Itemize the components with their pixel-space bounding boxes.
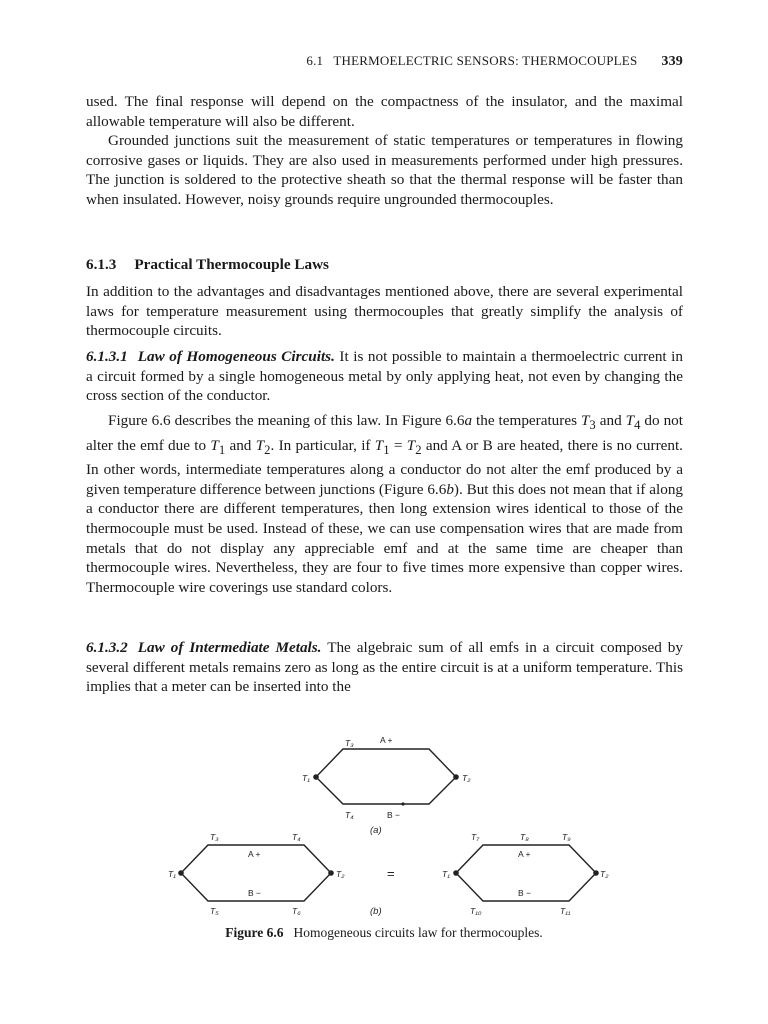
- label-t3: T₃: [210, 832, 219, 842]
- label-a-plus: A +: [248, 849, 261, 859]
- label-t6: T₆: [292, 906, 301, 916]
- paragraph-2-text: Grounded junctions suit the measurement of static temperatures or temperatures in flowing corrosive gases or liquids. They are also used in measurements performed under high pressures. The junction is soldered to the protective sheath so that the thermal response will be faster than when insulated. However, noisy grounds require ungrounded thermocouples.: [86, 132, 683, 208]
- junction-dot: [593, 870, 599, 876]
- label-t1: T₁: [442, 869, 450, 879]
- junction-dot: [401, 802, 404, 805]
- paragraph-5: [86, 411, 683, 597]
- running-title: 6.1 THERMOELECTRIC SENSORS: THERMOCOUPLES: [306, 53, 638, 68]
- section-number: 6.1.3: [86, 256, 117, 273]
- figure-6-6: [0, 730, 768, 950]
- subsection-title: Law of Homogeneous Circuits.: [137, 348, 335, 365]
- subsection-title: Law of Intermediate Metals.: [137, 639, 322, 656]
- section-title: Practical Thermocouple Laws: [134, 256, 329, 273]
- label-t1: T₁: [302, 773, 310, 783]
- subsection-number: 6.1.3.1: [86, 348, 128, 365]
- paragraph-2: [86, 131, 683, 209]
- junction-dot: [313, 774, 319, 780]
- junction-dot: [453, 774, 459, 780]
- junction-dot: [453, 870, 459, 876]
- subsection-6-1-3-2: [86, 638, 683, 697]
- label-t5: T₅: [210, 906, 219, 916]
- label-t2: T₂: [462, 773, 471, 783]
- running-header: [86, 53, 683, 70]
- section-heading-6-1-3: [86, 255, 683, 275]
- paragraph-1-text: used. The final response will depend on the compactness of the insulator, and the maximal allowable temperature will also be different.: [86, 93, 683, 130]
- label-b-minus: B −: [387, 810, 400, 820]
- caption-text: Homogeneous circuits law for thermocouples.: [293, 925, 543, 940]
- paragraph-1: [86, 92, 683, 131]
- equals-sign: =: [387, 866, 395, 881]
- figure-caption: [0, 925, 768, 941]
- circuit-a: [316, 749, 456, 804]
- label-t2: T₂: [336, 869, 345, 879]
- page-number: 339: [661, 54, 683, 69]
- label-b-minus: B −: [518, 888, 531, 898]
- label-a-plus: A +: [518, 849, 531, 859]
- paragraph-3: [86, 282, 683, 341]
- figure-label-b: (b): [370, 906, 382, 917]
- paragraph-3-text: In addition to the advantages and disadvantages mentioned above, there are several experimental laws for temperature measurement using thermocouples that greatly simplify the analysis of thermocouple circuits.: [86, 283, 683, 340]
- label-t8: T₈: [520, 832, 529, 842]
- label-t1: T₁: [168, 869, 176, 879]
- label-t7: T₇: [471, 832, 480, 842]
- label-t4: T₄: [345, 810, 354, 820]
- subsection-number: 6.1.3.2: [86, 639, 128, 656]
- subsection-6-1-3-1: [86, 347, 683, 406]
- label-b-minus: B −: [248, 888, 261, 898]
- label-t3: T₃: [345, 738, 354, 748]
- caption-label: Figure 6.6: [225, 925, 284, 940]
- label-t4: T₄: [292, 832, 301, 842]
- junction-dot: [178, 870, 184, 876]
- figure-label-a: (a): [370, 825, 382, 836]
- paragraph-5-text: Figure 6.6 describes the meaning of this law. In Figure 6.6a the temperatures $T_3$ and $T_4$ do not alter the emf due to $T_1$ and $T_2$. In particular, if $T_1 = T_2$ and A or B are heated, there is no current. In other words, intermediate temperatures along a conductor do not alter the emf produced by a given temperature difference between junctions (Figure 6.6b). But this does not mean that if along a conductor there are different temperatures, then long extension wires identical to those of the thermocouple must be used. Instead of these, we can use compensation wires that are made from metals that do not display any appreciable emf and at the same time are cheaper than thermocouple wires. Nevertheless, they are four to five times more expensive than copper wires. Thermocouple wire coverings use standard colors.: [86, 412, 684, 596]
- label-t10: T₁₀: [470, 906, 482, 916]
- junction-dot: [328, 870, 334, 876]
- label-t2: T₂: [600, 869, 609, 879]
- subsection-text: It is not possible to maintain a thermoelectric current in a circuit formed by a single homogeneous metal by only applying heat, not even by changing the cross section of the conductor.: [86, 348, 683, 405]
- label-a-plus: A +: [380, 735, 393, 745]
- label-t9: T₉: [562, 832, 571, 842]
- subsection-text: The algebraic sum of all emfs in a circuit composed by several different metals remains zero as long as the entire circuit is at a uniform temperature. This implies that a meter can be inserted into the: [86, 639, 683, 696]
- label-t11: T₁₁: [560, 906, 571, 916]
